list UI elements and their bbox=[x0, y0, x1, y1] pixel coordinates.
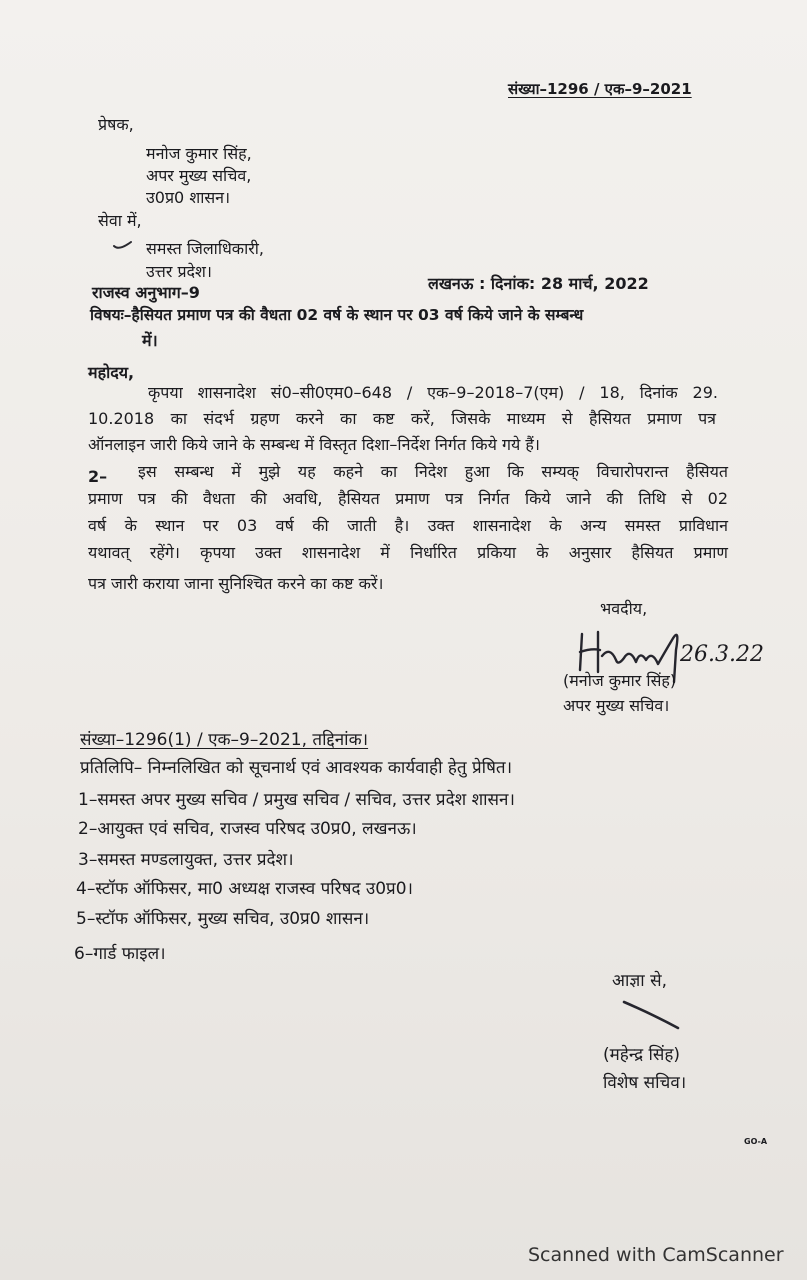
order-name: (महेन्द्र सिंह) bbox=[603, 1045, 681, 1065]
sender-label: प्रेषक, bbox=[98, 115, 134, 134]
by-order: आज्ञा से, bbox=[612, 971, 667, 991]
para1-line-1: कृपया शासनादेश सं0–सी0एम0–648 / एक–9–2018–7(एम) / 18, दिनांक 29. bbox=[148, 383, 718, 402]
recipient-place: उत्तर प्रदेश। bbox=[146, 262, 212, 281]
para2-line-3: वर्ष के स्थान पर 03 वर्ष की जाती है। उक्त शासनादेश के अन्य समस्त प्राविधान bbox=[88, 516, 728, 535]
para2-line-2: प्रमाण पत्र की वैधता की अवधि, हैसियत प्रमाण पत्र निर्गत किये जाने की तिथि से 02 bbox=[88, 489, 728, 508]
para2-line-4: यथावत् रहेंगे। कृपया उक्त शासनादेश में निर्धारित प्रकिया के अनुसार हैसियत प्रमाण bbox=[88, 543, 728, 562]
order-designation: विशेष सचिव। bbox=[603, 1073, 687, 1093]
scanner-watermark: Scanned with CamScanner bbox=[528, 1244, 784, 1266]
closing-yours: भवदीय, bbox=[600, 599, 648, 618]
signature-mahendra bbox=[622, 1000, 682, 1032]
reference-number: संख्या–1296 / एक–9–2021 bbox=[508, 80, 692, 98]
copy-intro: प्रतिलिपि– निम्नलिखित को सूचनार्थ एवं आवश्यक कार्यवाही हेतु प्रेषित। bbox=[80, 758, 513, 778]
para2-line-1: इस सम्बन्ध में मुझे यह कहने का निदेश हुआ कि सम्यक् विचारोपरान्त हैसियत bbox=[138, 462, 728, 481]
closing-designation: अपर मुख्य सचिव। bbox=[563, 696, 670, 715]
copy-reference: संख्या–1296(1) / एक–9–2021, तद्दिनांक। bbox=[80, 730, 369, 750]
signature-date: 26.3.22 bbox=[680, 642, 764, 667]
sender-designation: अपर मुख्य सचिव, bbox=[146, 166, 252, 185]
copy-item-5: 5–स्टॉफ ऑफिसर, मुख्य सचिव, उ0प्र0 शासन। bbox=[76, 909, 370, 929]
para2-line-5: पत्र जारी कराया जाना सुनिश्चित करने का कष्ट करें। bbox=[88, 574, 384, 593]
closing-name: (मनोज कुमार सिंह) bbox=[563, 671, 677, 690]
place-date: लखनऊ : दिनांक: 28 मार्च, 2022 bbox=[428, 274, 649, 293]
recipient-name: समस्त जिलाधिकारी, bbox=[146, 239, 265, 258]
recipient-label: सेवा में, bbox=[98, 211, 142, 230]
sender-name: मनोज कुमार सिंह, bbox=[146, 144, 252, 163]
subject-line-1: विषयः–हैसियत प्रमाण पत्र की वैधता 02 वर्ष के स्थान पर 03 वर्ष किये जाने के सम्बन्ध bbox=[90, 306, 584, 324]
copy-item-1: 1–समस्त अपर मुख्य सचिव / प्रमुख सचिव / सचिव, उत्तर प्रदेश शासन। bbox=[78, 790, 515, 810]
department: राजस्व अनुभाग–9 bbox=[92, 283, 200, 302]
sender-office: उ0प्र0 शासन। bbox=[146, 188, 231, 207]
copy-item-3: 3–समस्त मण्डलायुक्त, उत्तर प्रदेश। bbox=[78, 850, 294, 870]
para2-number: 2– bbox=[88, 467, 108, 486]
salutation: महोदय, bbox=[88, 363, 135, 382]
document-code: GO-A bbox=[744, 1137, 768, 1146]
copy-item-4: 4–स्टॉफ ऑफिसर, मा0 अध्यक्ष राजस्व परिषद उ0प्र0। bbox=[76, 879, 413, 899]
copy-item-6: 6–गार्ड फाइल। bbox=[74, 944, 166, 964]
subject-line-2: में। bbox=[142, 331, 158, 350]
para1-line-3: ऑनलाइन जारी किये जाने के सम्बन्ध में विस्तृत दिशा–निर्देश निर्गत किये गये हैं। bbox=[88, 435, 540, 454]
para1-line-2: 10.2018 का संदर्भ ग्रहण करने का कष्ट करें, जिसके माध्यम से हैसियत प्रमाण पत्र bbox=[88, 409, 716, 428]
copy-item-2: 2–आयुक्त एवं सचिव, राजस्व परिषद उ0प्र0, लखनऊ। bbox=[78, 819, 417, 839]
tick-mark-icon bbox=[113, 240, 133, 252]
